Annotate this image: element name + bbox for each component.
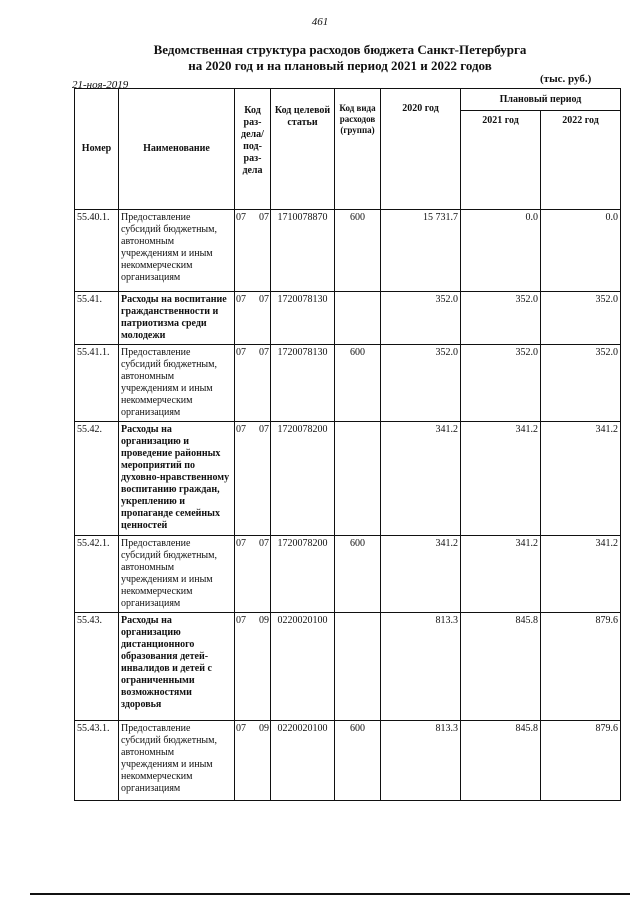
header-target: Код целевой статьи [271,89,335,210]
row-type: 600 [335,345,381,422]
row-name: Расходы на воспитание гражданственности и патриотизма среди молодежи [119,292,235,345]
table-row [75,613,621,721]
row-2021: 845.8 [461,613,541,721]
row-section-code: 07 [236,424,246,435]
row-2020: 15 731.7 [381,210,461,292]
row-number: 55.41. [75,292,119,345]
document-title [120,42,560,74]
header-number: Номер [75,89,119,210]
table-row [75,721,621,801]
row-2020: 813.3 [381,613,461,721]
row-target: 1720078200 [271,422,335,536]
header-section: Код раз- дела/ под- раз- дела [235,89,271,210]
header-type: Код вида расходов (группа) [335,89,381,210]
table-body [75,210,621,801]
header-planned-period: Плановый период [461,89,621,111]
row-section-code: 07 [236,723,246,734]
row-number: 55.41.1. [75,345,119,422]
row-subsection-code: 07 [259,347,269,358]
units-label: (тыс. руб.) [540,73,592,85]
row-subsection-code: 07 [259,424,269,435]
document-date: 21-ноя-2019 [72,79,129,91]
page-number: 461 [311,16,329,28]
row-subsection-code: 09 [259,615,269,626]
row-2020: 352.0 [381,292,461,345]
row-number: 55.42.1. [75,536,119,613]
header-2022: 2022 год [541,111,621,210]
row-2022: 879.6 [541,613,621,721]
row-2022: 0.0 [541,210,621,292]
budget-table [74,88,621,801]
table-row [75,536,621,613]
row-section-code: 07 [236,615,246,626]
row-section [235,613,271,721]
row-type: 600 [335,721,381,801]
row-type [335,613,381,721]
row-2021: 352.0 [461,345,541,422]
row-2022: 352.0 [541,345,621,422]
bottom-rule [30,893,630,895]
row-type: 600 [335,210,381,292]
row-target: 1720078130 [271,345,335,422]
table-row [75,345,621,422]
row-2022: 352.0 [541,292,621,345]
row-name: Расходы на организацию дистанционного образования детей-инвалидов и детей с ограниченными возможностями здоровья [119,613,235,721]
row-target: 1720078200 [271,536,335,613]
table-row [75,422,621,536]
row-name: Предоставление субсидий бюджетным, автономным учреждениям и иным некоммерческим организациям [119,536,235,613]
row-section [235,536,271,613]
row-2021: 352.0 [461,292,541,345]
row-target: 0220020100 [271,613,335,721]
row-name: Предоставление субсидий бюджетным, автономным учреждениям и иным некоммерческим организациям [119,210,235,292]
row-subsection-code: 07 [259,212,269,223]
header-2021: 2021 год [461,111,541,210]
title-line-1: Ведомственная структура расходов бюджета Санкт-Петербурга [153,42,527,57]
row-target: 1710078870 [271,210,335,292]
row-2021: 845.8 [461,721,541,801]
row-section [235,721,271,801]
row-section-code: 07 [236,538,246,549]
row-section-code: 07 [236,347,246,358]
row-number: 55.42. [75,422,119,536]
row-2020: 341.2 [381,422,461,536]
row-target: 0220020100 [271,721,335,801]
row-target: 1720078130 [271,292,335,345]
row-name: Расходы на организацию и проведение районных мероприятий по духовно-нравственному воспитанию граждан, укреплению и пропаганде семейных ценностей [119,422,235,536]
row-section [235,345,271,422]
row-section [235,422,271,536]
title-line-2: на 2020 год и на плановый период 2021 и 2022 годов [188,58,492,73]
row-section-code: 07 [236,212,246,223]
row-type [335,292,381,345]
row-section [235,210,271,292]
row-2022: 341.2 [541,422,621,536]
row-number: 55.43. [75,613,119,721]
row-2021: 341.2 [461,536,541,613]
row-subsection-code: 09 [259,723,269,734]
row-section-code: 07 [236,294,246,305]
row-number: 55.40.1. [75,210,119,292]
row-2020: 352.0 [381,345,461,422]
table-row [75,210,621,292]
row-number: 55.43.1. [75,721,119,801]
row-name: Предоставление субсидий бюджетным, автономным учреждениям и иным некоммерческим организациям [119,721,235,801]
row-section [235,292,271,345]
row-2020: 813.3 [381,721,461,801]
row-2022: 341.2 [541,536,621,613]
row-subsection-code: 07 [259,294,269,305]
row-type: 600 [335,536,381,613]
header-2020: 2020 год [381,89,461,210]
row-2022: 879.6 [541,721,621,801]
row-type [335,422,381,536]
table-row [75,292,621,345]
row-name: Предоставление субсидий бюджетным, автономным учреждениям и иным некоммерческим организациям [119,345,235,422]
row-subsection-code: 07 [259,538,269,549]
header-name: Наименование [119,89,235,210]
row-2020: 341.2 [381,536,461,613]
row-2021: 341.2 [461,422,541,536]
row-2021: 0.0 [461,210,541,292]
